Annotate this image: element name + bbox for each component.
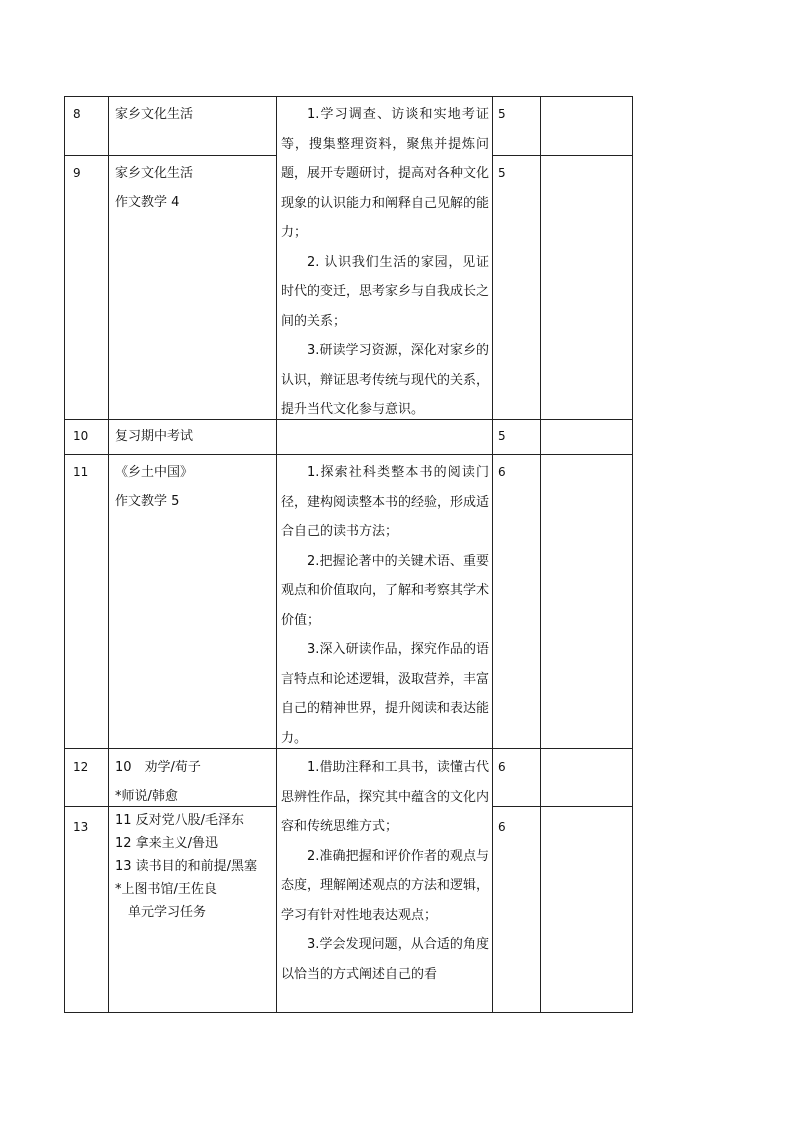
objective-paragraph: 3.深入研读作品，探究作品的语言特点和论述逻辑，汲取营养，丰富自己的精神世界，提升阅读和表达能力。	[281, 642, 490, 746]
column-divider-3	[492, 96, 493, 1013]
column-divider-2	[276, 96, 277, 1013]
lesson-content: 10 劝学/荀子	[115, 760, 201, 775]
objective-paragraph: 2. 认识我们生活的家园，见证时代的变迁，思考家乡与自我成长之间的关系；	[281, 254, 490, 329]
lesson-content: 家乡文化生活	[115, 166, 194, 181]
objective-paragraph: 3.研读学习资源，深化对家乡的认识，辩证思考传统与现代的关系，提升当代文化参与意识。	[281, 343, 490, 417]
lesson-content: 12 拿来主义/鲁迅	[115, 836, 219, 851]
class-hours: 5	[498, 107, 506, 121]
objective-paragraph: 1.借助注释和工具书，读懂古代思辨性作品，探究其中蕴含的文化内容和传统思维方式；	[281, 760, 489, 834]
class-hours: 6	[498, 465, 506, 479]
row-number: 8	[73, 107, 81, 121]
lesson-content: 11 反对党八股/毛泽东	[115, 813, 245, 828]
objective-paragraph: 2.准确把握和评价作者的观点与态度，理解阐述观点的方法和逻辑，学习有针对性地表达观点；	[281, 848, 489, 923]
objective-paragraph: 1.学习调查、访谈和实地考证等，搜集整理资料，聚焦并提炼问题，展开专题研讨，提高对各种文化现象的认识能力和阐释自己见解的能力；	[281, 107, 490, 240]
objective-paragraph: 2.把握论著中的关键术语、重要观点和价值取向，了解和考察其学术价值；	[281, 553, 490, 628]
objectives-block-11	[281, 458, 489, 753]
row-number: 11	[73, 465, 89, 479]
column-divider-4	[540, 96, 541, 1013]
row-number: 12	[73, 760, 89, 774]
class-hours: 6	[498, 820, 506, 834]
row-number: 10	[73, 429, 89, 443]
class-hours: 5	[498, 166, 506, 180]
lesson-content: *上图书馆/王佐良	[115, 882, 217, 897]
table-border-left	[64, 96, 65, 1013]
lesson-content: 《乡土中国》	[115, 465, 194, 480]
row-divider-10-11	[64, 454, 633, 455]
objective-paragraph: 1.探索社科类整本书的阅读门径，建构阅读整本书的经验，形成适合自己的读书方法；	[281, 465, 490, 539]
table-border-right	[632, 96, 633, 1013]
objectives-block-12-13	[281, 753, 489, 1011]
objective-paragraph: 3.学会发现问题，从合适的角度以恰当的方式阐述自己的看	[281, 937, 489, 982]
class-hours: 6	[498, 760, 506, 774]
table-border-top	[64, 96, 633, 97]
row-divider-8-9-right	[492, 155, 633, 156]
lesson-content: 单元学习任务	[115, 905, 207, 920]
objectives-block-8-9	[281, 100, 489, 425]
lesson-content: 作文教学 4	[115, 195, 180, 210]
lesson-content: 作文教学 5	[115, 494, 180, 509]
row-number: 13	[73, 820, 89, 834]
lesson-content: *师说/韩愈	[115, 789, 178, 804]
lesson-content: 家乡文化生活	[115, 107, 194, 122]
row-number: 9	[73, 166, 81, 180]
class-hours: 5	[498, 429, 506, 443]
row-divider-8-9	[64, 155, 277, 156]
row-divider-12-13-right	[492, 806, 633, 807]
table-border-bottom	[64, 1012, 633, 1013]
column-divider-1	[108, 96, 109, 1013]
lesson-content: 复习期中考试	[115, 429, 194, 444]
lesson-content: 13 读书目的和前提/黑塞	[115, 859, 258, 874]
